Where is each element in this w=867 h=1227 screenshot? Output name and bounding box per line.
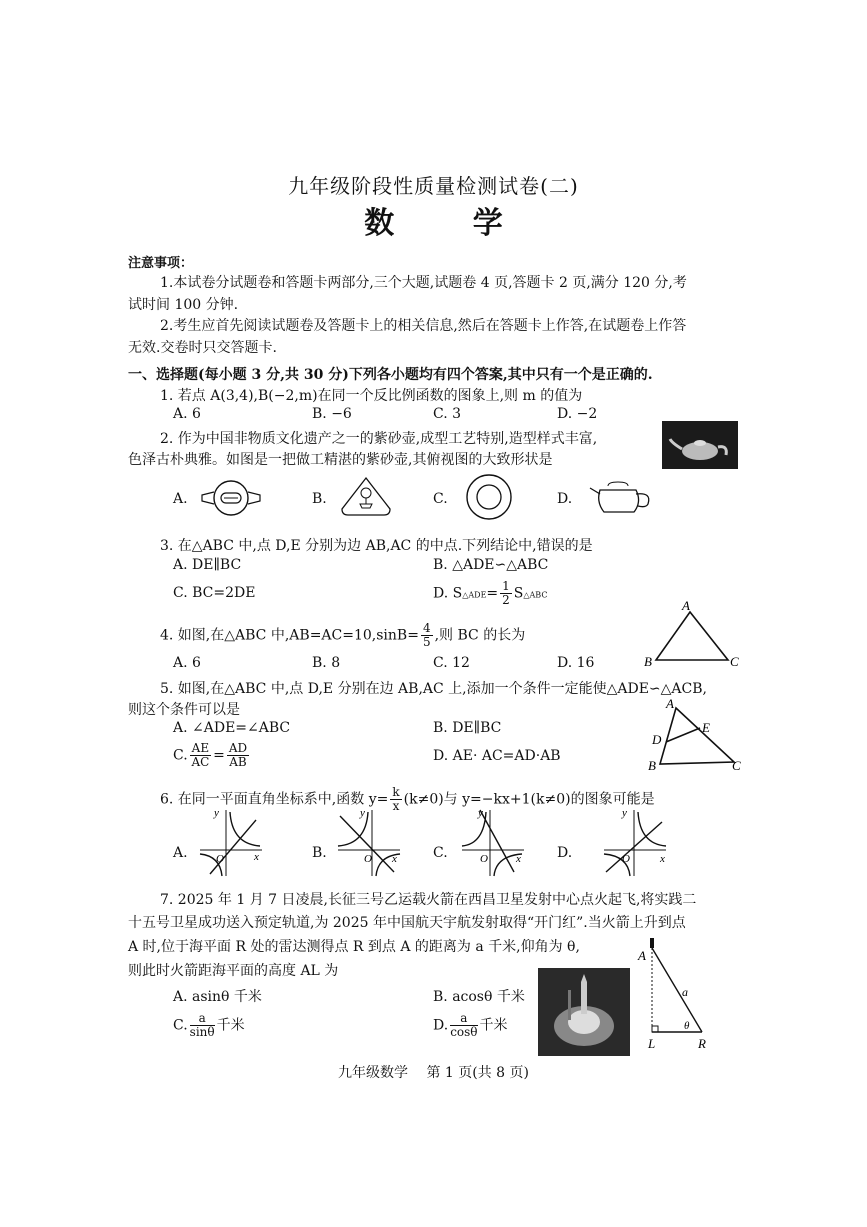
- q6-c-origin: O: [480, 853, 488, 865]
- subject-title: 数 学: [364, 206, 537, 241]
- q4-numerator: 4: [422, 621, 431, 635]
- q6-denominator: x: [392, 799, 400, 813]
- q3-d-eq: =: [486, 585, 499, 602]
- q4-stem-pre: 4. 如图,在△ABC 中,AB=AC=10,sinB=: [160, 627, 419, 644]
- q7-c-fraction: [190, 1012, 215, 1039]
- q2-option-c: C.: [433, 491, 448, 507]
- q4-stem-post: ,则 BC 的长为: [434, 627, 526, 644]
- q7-c-unit: 千米: [216, 1017, 245, 1034]
- q7-label-a: A: [638, 948, 646, 963]
- q3-d-prefix: D. S: [433, 585, 463, 602]
- q4-option-a: A. 6: [173, 655, 201, 671]
- q5-c-prefix: C.: [173, 747, 188, 764]
- q4-option-b: B. 8: [312, 655, 341, 671]
- q7-c-denominator: sinθ: [189, 1025, 215, 1039]
- section1-heading: 一、选择题(每小题 3 分,共 30 分)下列各小题均有四个答案,其中只有一个是正确的.: [128, 367, 653, 383]
- q5-c-num1: AE: [191, 741, 210, 755]
- q7-label-side-a: a: [682, 985, 688, 999]
- q3-option-b: B. △ADE∽△ABC: [433, 557, 549, 573]
- q1-stem: 1. 若点 A(3,4),B(−2,m)在同一个反比例函数的图象上,则 m 的值为: [160, 388, 583, 404]
- q4-fraction: [421, 622, 433, 649]
- q7-line2: 十五号卫星成功送入预定轨道,为 2025 年中国航天宇航发射取得“开门红”.当火箭上升到点: [128, 915, 686, 931]
- q6-stem-post: (k≠0)与 y=−kx+1(k≠0)的图象可能是: [403, 791, 655, 808]
- q3-d-numerator: 1: [502, 579, 510, 593]
- notice-line-2: 试时间 100 分钟.: [128, 297, 239, 313]
- q5-c-fraction2: [227, 742, 249, 769]
- q5-c-eq: =: [213, 747, 225, 764]
- q6-graph-d: [600, 806, 670, 878]
- q2-option-a: A.: [173, 491, 188, 507]
- q6-option-d: D.: [557, 845, 573, 861]
- q6-a-ylabel: y: [214, 807, 219, 819]
- q6-a-xlabel: x: [254, 851, 259, 863]
- q5-stem-line2: 则这个条件可以是: [128, 702, 240, 718]
- q3-option-a: A. DE∥BC: [173, 557, 242, 573]
- q7-label-theta: θ: [684, 1020, 690, 1032]
- q7-option-b: B. acosθ 千米: [433, 989, 525, 1005]
- q7-d-unit: 千米: [479, 1017, 508, 1034]
- q2-option-d: D.: [557, 491, 573, 507]
- notice-line-1: 1.本试卷分试题卷和答题卡两部分,三个大题,试题卷 4 页,答题卡 2 页,满分 120 分,考: [160, 275, 687, 291]
- q2-option-b: B.: [312, 491, 327, 507]
- q7-d-fraction: [450, 1012, 477, 1039]
- notice-heading: 注意事项：: [128, 256, 194, 271]
- q7-d-numerator: a: [450, 1012, 477, 1026]
- q7-line4: 则此时火箭距海平面的高度 AL 为: [128, 963, 339, 979]
- q5-c-num2: AD: [228, 741, 248, 755]
- q7-label-r: R: [698, 1036, 706, 1051]
- q5-c-den2: AB: [229, 755, 247, 769]
- q6-a-origin: O: [216, 853, 224, 865]
- q7-option-a: A. asinθ 千米: [173, 989, 262, 1005]
- q4-option-c: C. 12: [433, 655, 470, 671]
- q6-c-xlabel: x: [516, 853, 521, 865]
- q7-label-l: L: [648, 1036, 656, 1051]
- q6-b-xlabel: x: [392, 853, 397, 865]
- q3-d-denominator: 2: [502, 593, 510, 607]
- q6-graph-a: [196, 806, 266, 878]
- q5-c-fraction1: [190, 742, 211, 769]
- q6-graph-b: [334, 806, 404, 878]
- q5-option-d: D. AE· AC=AD·AB: [433, 748, 561, 764]
- q6-d-ylabel: y: [622, 807, 627, 819]
- notice-line-4: 无效.交卷时只交答题卡.: [128, 340, 277, 356]
- q3-d-s2: S: [513, 585, 524, 602]
- q4-option-d: D. 16: [557, 655, 595, 671]
- q4-label-c: C: [730, 654, 739, 669]
- q7-c-numerator: a: [190, 1012, 215, 1026]
- q7-option-c: [173, 1012, 245, 1039]
- q6-d-xlabel: x: [660, 853, 665, 865]
- rocket-photo: [538, 968, 630, 1056]
- q3-option-d: [433, 580, 547, 607]
- q5-option-b: B. DE∥BC: [433, 720, 502, 736]
- q1-option-b: B. −6: [312, 406, 352, 422]
- notice-line-3: 2.考生应首先阅读试题卷及答题卡上的相关信息,然后在答题卡上作答,在试题卷上作答: [160, 318, 687, 334]
- q4-stem: [160, 622, 525, 649]
- q6-stem-pre: 6. 在同一平面直角坐标系中,函数 y=: [160, 791, 389, 808]
- q2-option-d-figure: [588, 478, 656, 518]
- q1-option-a: A. 6: [173, 406, 201, 422]
- q5-option-c: [173, 742, 251, 769]
- q3-d-sub1: △ADE: [462, 590, 487, 600]
- page-footer: 九年级数学 第 1 页(共 8 页): [338, 1065, 529, 1081]
- q3-option-c: C. BC=2DE: [173, 585, 256, 601]
- q2-stem-line1: 2. 作为中国非物质文化遗产之一的紫砂壶,成型工艺特别,造型样式丰富,: [160, 431, 598, 447]
- q4-label-b: B: [644, 654, 652, 669]
- q6-c-ylabel: y: [478, 807, 483, 819]
- q5-label-d: D: [652, 732, 662, 747]
- q5-label-e: E: [702, 720, 710, 735]
- q5-stem-line1: 5. 如图,在△ABC 中,点 D,E 分别在边 AB,AC 上,添加一个条件一定能使△ADE∽△ACB,: [160, 681, 707, 697]
- teapot-photo-drawing: [662, 421, 738, 469]
- teapot-photo: [662, 421, 738, 469]
- q5-option-a: A. ∠ADE=∠ABC: [173, 720, 291, 736]
- q5-triangle-figure: [648, 694, 748, 774]
- q2-option-b-figure: [338, 475, 394, 519]
- q4-triangle-figure: [642, 598, 742, 672]
- q5-label-c: C: [732, 758, 741, 773]
- q7-d-denominator: cosθ: [450, 1025, 478, 1039]
- q2-stem-line2: 色泽古朴典雅。如图是一把做工精湛的紫砂壶,其俯视图的大致形状是: [128, 452, 553, 468]
- q3-d-sub2: △ABC: [523, 590, 548, 600]
- q5-label-b: B: [648, 758, 656, 773]
- exam-title: 九年级阶段性质量检测试卷(二): [288, 174, 579, 198]
- q7-option-d: [433, 1012, 508, 1039]
- q7-line3: A 时,位于海平面 R 处的雷达测得点 R 到点 A 的距离为 a 千米,仰角为 θ,: [128, 939, 580, 955]
- q1-option-d: D. −2: [557, 406, 598, 422]
- q2-option-c-figure: [464, 472, 514, 522]
- q5-label-a: A: [666, 696, 674, 711]
- q1-option-c: C. 3: [433, 406, 462, 422]
- q6-graph-c: [458, 806, 528, 878]
- q6-option-a: A.: [173, 845, 188, 861]
- q7-triangle-figure: [634, 934, 724, 1058]
- q3-stem: 3. 在△ABC 中,点 D,E 分别为边 AB,AC 的中点.下列结论中,错误的是: [160, 538, 593, 554]
- q6-option-c: C.: [433, 845, 448, 861]
- q2-option-a-figure: [198, 478, 264, 518]
- q5-c-den1: AC: [191, 755, 210, 769]
- q6-d-origin: O: [622, 853, 630, 865]
- q6-b-origin: O: [364, 853, 372, 865]
- q7-c-prefix: C.: [173, 1017, 188, 1034]
- q7-line1: 7. 2025 年 1 月 7 日凌晨,长征三号乙运载火箭在西昌卫星发射中心点火起飞,将实践二: [160, 892, 697, 908]
- q6-numerator: k: [392, 785, 400, 799]
- rocket-photo-drawing: [538, 968, 630, 1056]
- q4-denominator: 5: [422, 635, 431, 649]
- q3-d-fraction: [500, 580, 512, 607]
- q4-label-a: A: [682, 598, 690, 613]
- q6-b-ylabel: y: [360, 807, 365, 819]
- q6-option-b: B.: [312, 845, 327, 861]
- q7-d-prefix: D.: [433, 1017, 449, 1034]
